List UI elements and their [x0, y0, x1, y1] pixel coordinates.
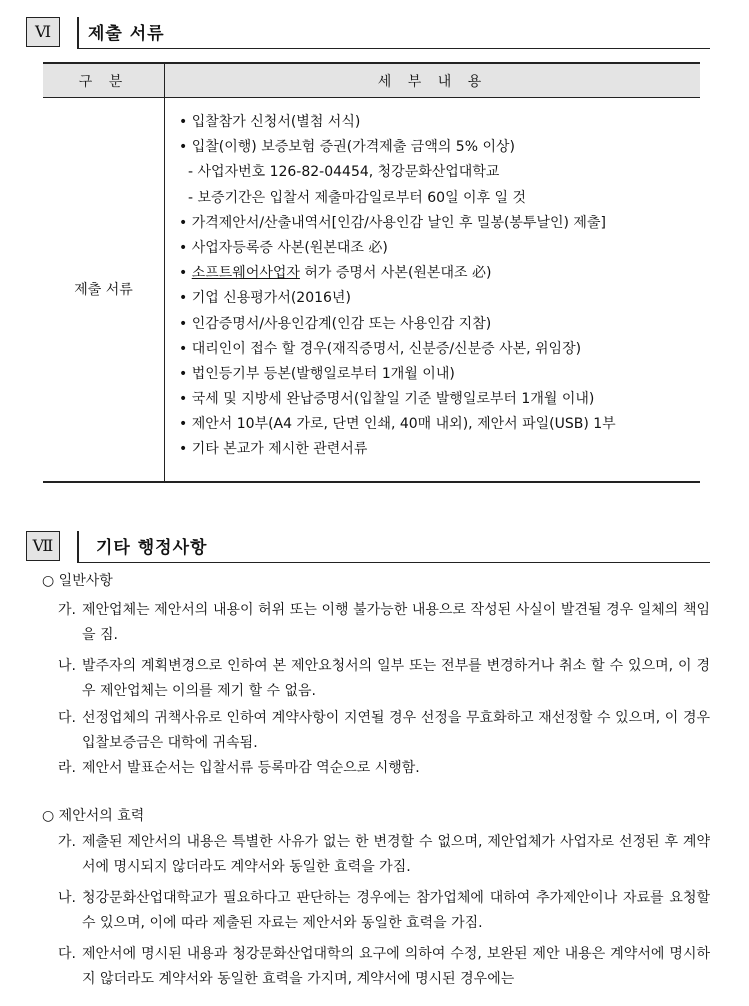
- item-text: 인감증명서/사용인감계(인감 또는 사용인감 지참): [191, 315, 492, 332]
- column-header-category: 구 분: [43, 63, 165, 98]
- list-item: [165, 236, 700, 261]
- bullet: •: [179, 340, 188, 357]
- section-6-header: [26, 17, 710, 47]
- item-text: 제안업체는 제안서의 내용이 허위 또는 이행 불가능한 내용으로 작성된 사실이 발견될 경우 일체의 책임을 짐.: [82, 602, 710, 643]
- item-text: 가격제안서/산출내역서[인감/사용인감 날인 후 밀봉(봉투날인) 제출]: [191, 214, 606, 231]
- section-title: 제출 서류: [88, 24, 165, 44]
- list-item: [165, 337, 700, 362]
- item-marker: 가.: [58, 602, 76, 618]
- list-item: [165, 110, 700, 135]
- divider: [77, 17, 79, 49]
- item-text: 허가 증명서 사본(원본대조 必): [299, 265, 492, 282]
- item-text: 선정업체의 귀책사유로 인하여 계약사항이 지연될 경우 선정을 무효화하고 재선정할 수 있으며, 이 경우 입찰보증금은 대학에 귀속됨.: [82, 710, 710, 751]
- list-sub-item: [165, 186, 700, 211]
- list-item: [165, 387, 700, 412]
- section-title: 기타 행정사항: [96, 538, 208, 558]
- item-marker: 라.: [58, 760, 76, 776]
- item-text: 대리인이 접수 할 경우(재직증명서, 신분증/신분증 사본, 위임장): [191, 340, 582, 357]
- item-marker: 다.: [58, 710, 76, 726]
- validity-item: [58, 886, 710, 936]
- bullet: •: [179, 290, 188, 307]
- bullet: •: [179, 265, 188, 282]
- bullet: •: [179, 114, 188, 130]
- item-text: 발주자의 계획변경으로 인하여 본 제안요청서의 일부 또는 전부를 변경하거나 취소 할 수 있으며, 이 경우 제안업체는 이의를 제기 할 수 없음.: [82, 658, 710, 699]
- list-item: [165, 412, 700, 437]
- list-item: [165, 362, 700, 387]
- document-list: [165, 98, 701, 482]
- item-text: 입찰참가 신청서(별첨 서식): [191, 114, 361, 130]
- item-text: 제안서 발표순서는 입찰서류 등록마감 역순으로 시행함.: [82, 760, 420, 776]
- table-header-row: [43, 63, 700, 98]
- item-text: 제안서에 명시된 내용과 청강문화산업대학의 요구에 의하여 수정, 보완된 제안 내용은 계약서에 명시하지 않더라도 계약서와 동일한 효력을 가지며, 계약서에 명시된 경우에는: [82, 946, 710, 987]
- item-marker: 나.: [58, 658, 76, 674]
- item-text: 기타 본교가 제시한 관련서류: [191, 441, 368, 458]
- item-text: 사업자등록증 사본(원본대조 必): [191, 239, 388, 256]
- item-text: 국세 및 지방세 완납증명서(입찰일 기준 발행일로부터 1개월 이내): [191, 391, 595, 408]
- bullet: •: [179, 214, 188, 231]
- bullet: •: [179, 315, 188, 332]
- list-item: [165, 286, 700, 311]
- general-item: [58, 706, 710, 756]
- bullet: •: [179, 239, 188, 256]
- validity-item: [58, 942, 710, 992]
- item-text: 사업자번호 126-82-04454, 청강문화산업대학교: [197, 164, 500, 181]
- item-marker: 다.: [58, 946, 76, 962]
- title-underline: [78, 562, 710, 563]
- title-underline: [78, 48, 710, 49]
- general-item: [58, 756, 710, 781]
- bullet: •: [179, 391, 188, 408]
- list-item: [165, 437, 700, 462]
- dash: -: [188, 189, 194, 206]
- general-item: [58, 654, 710, 704]
- item-marker: 나.: [58, 890, 76, 906]
- general-matters-heading: ○ 일반사항: [42, 573, 113, 589]
- list-sub-item: [165, 160, 700, 185]
- list-item: [165, 261, 700, 286]
- bullet: •: [179, 139, 188, 156]
- proposal-validity-heading: ○ 제안서의 효력: [42, 808, 145, 824]
- item-text: 제안서 10부(A4 가로, 단면 인쇄, 40매 내외), 제안서 파일(USB) 1부: [191, 416, 616, 433]
- submission-documents-table: [43, 62, 700, 483]
- column-header-detail: 세 부 내 용: [165, 63, 701, 98]
- validity-item: [58, 830, 710, 880]
- item-text: 입찰(이행) 보증보험 증권(가격제출 금액의 5% 이상): [191, 139, 515, 156]
- bullet: •: [179, 365, 188, 382]
- item-text: 제출된 제안서의 내용은 특별한 사유가 없는 한 변경할 수 없으며, 제안업체가 사업자로 선정된 후 계약서에 명시되지 않더라도 계약서와 동일한 효력을 가짐.: [82, 834, 710, 875]
- item-marker: 가.: [58, 834, 76, 850]
- section-number: Ⅵ: [26, 17, 60, 47]
- general-item: [58, 598, 710, 648]
- section-7-header: [26, 531, 710, 561]
- item-text: 보증기간은 입찰서 제출마감일로부터 60일 이후 일 것: [197, 189, 527, 206]
- bullet: •: [179, 441, 188, 458]
- item-text: 청강문화산업대학교가 필요하다고 판단하는 경우에는 참가업체에 대하여 추가제안이나 자료를 요청할 수 있으며, 이에 따라 제출된 자료는 제안서와 동일한 효력을 가짐.: [82, 890, 710, 931]
- divider: [77, 531, 79, 563]
- section-number: Ⅶ: [26, 531, 60, 561]
- item-text-underlined: 소프트웨어사업자: [191, 265, 300, 282]
- item-text: 법인등기부 등본(발행일로부터 1개월 이내): [191, 365, 455, 382]
- dash: -: [188, 164, 194, 181]
- table-row: [43, 98, 700, 482]
- row-label: 제출 서류: [43, 98, 165, 482]
- bullet: •: [179, 416, 188, 433]
- list-item: [165, 135, 700, 160]
- item-text: 기업 신용평가서(2016년): [191, 290, 351, 307]
- list-item: [165, 211, 700, 236]
- list-item: [165, 312, 700, 337]
